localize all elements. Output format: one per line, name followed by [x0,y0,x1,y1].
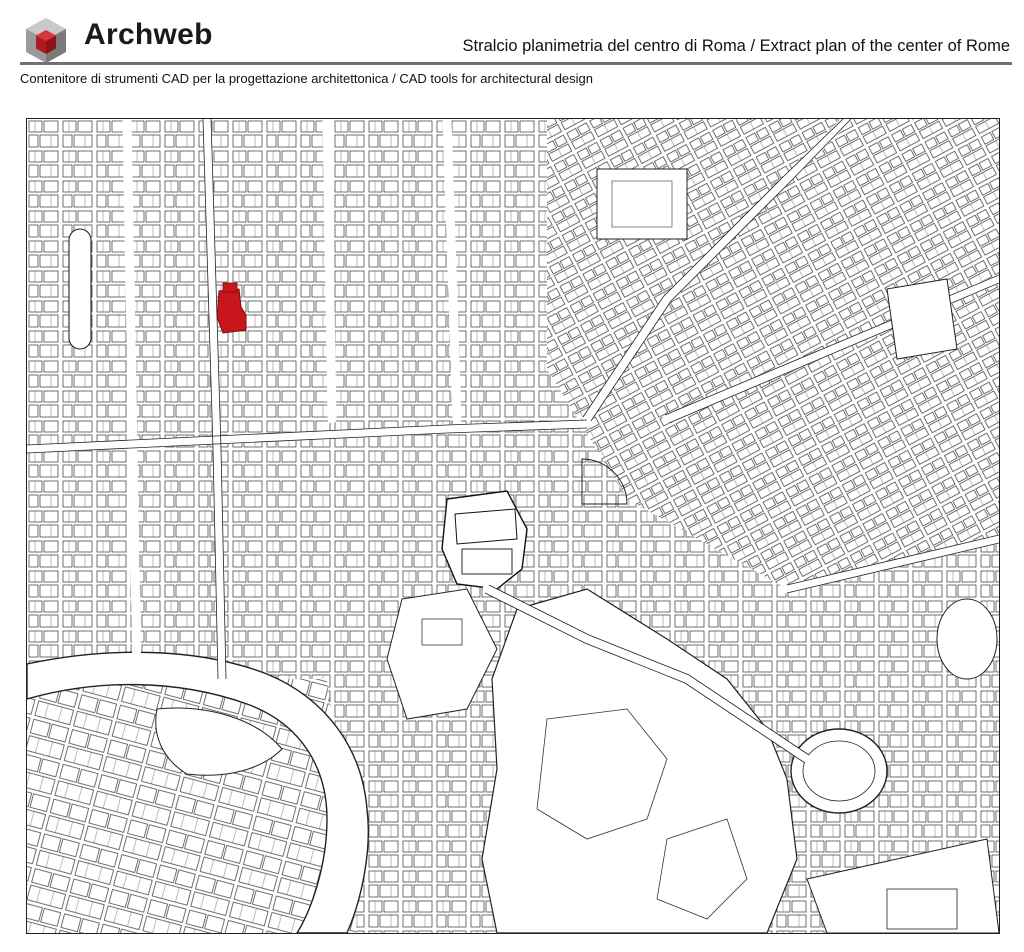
cube-logo-icon [22,16,70,64]
page-subtitle: Contenitore di strumenti CAD per la progettazione architettonica / CAD tools for architectural design [20,71,594,86]
city-plan-drawing [27,119,999,933]
header-divider [20,62,1012,65]
brand-name[interactable]: Archweb [84,18,213,51]
page-title: Stralcio planimetria del centro di Roma / Extract plan of the center of Rome [462,37,1010,55]
piazza-navona [69,229,91,349]
city-plan-map[interactable] [26,118,1000,934]
colosseum [791,729,887,813]
header [0,0,1024,95]
